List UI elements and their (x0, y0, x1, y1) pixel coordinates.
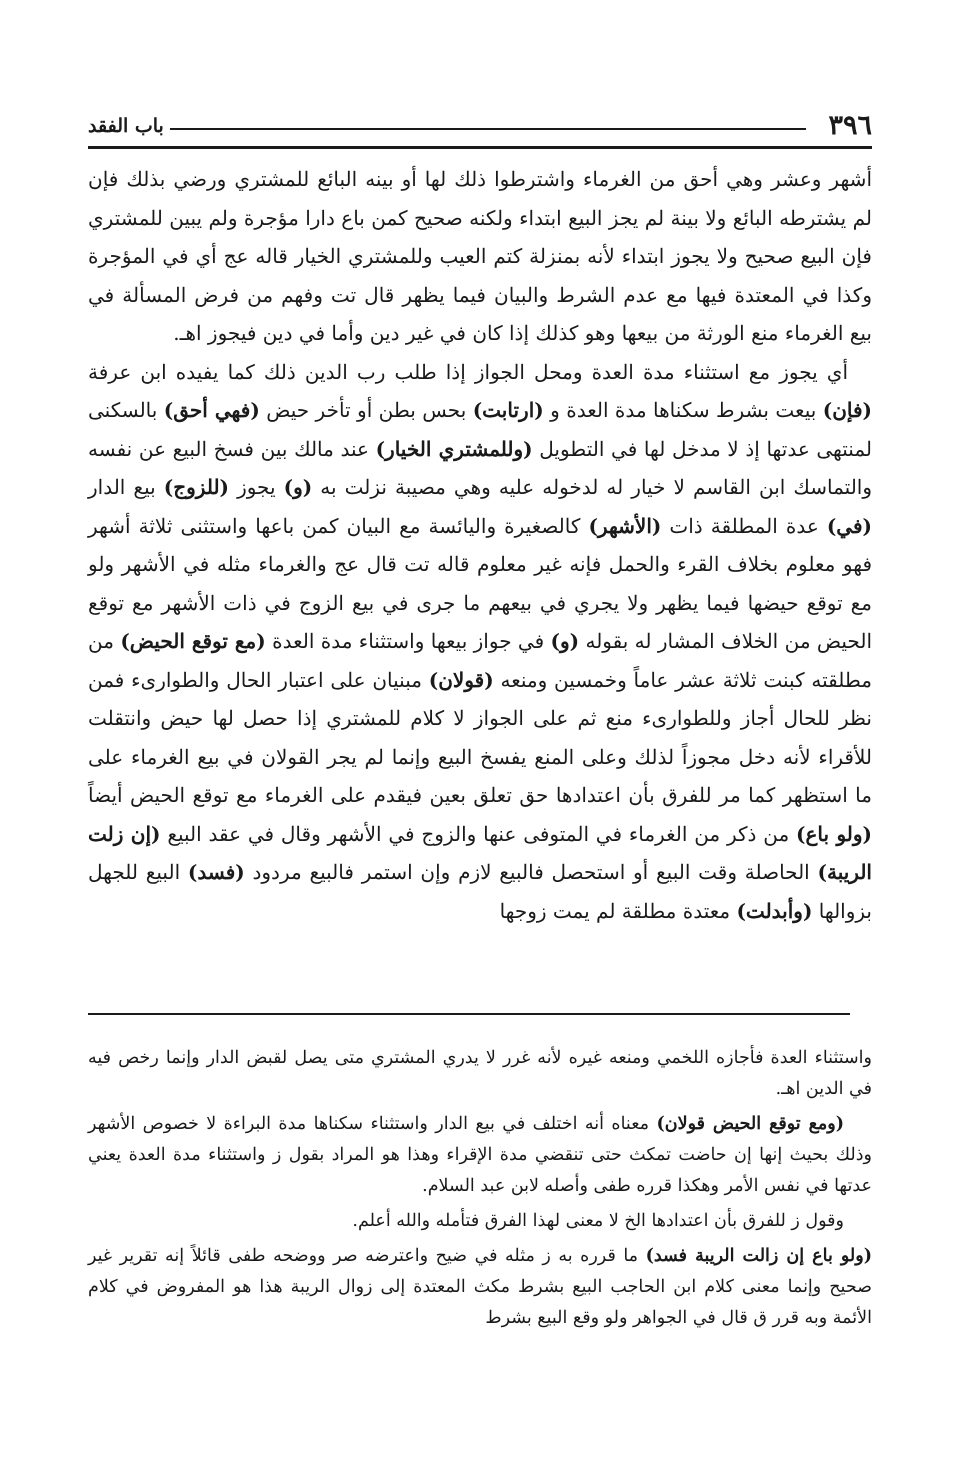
main-paragraph-2: أي يجوز مع استثناء مدة العدة ومحل الجواز إذا طلب رب الدين ذلك كما يفيده ابن عرفة (فإن) بيعت بشرط سكناها مدة العدة و (ارتابت) بحس بطن أو تأخر حيض (فهي أحق) بالسكنى لمنتهى عدتها إذ لا مدخل لها في التطويل (وللمشتري الخيار) عند مالك بين فسخ البيع عن نفسه والتماسك ابن القاسم لا خيار له لدخوله عليه وهي مصيبة نزلت به (و) يجوز (للزوج) بيع الدار (في) عدة المطلقة ذات (الأشهر) كالصغيرة واليائسة مع البيان كمن باعها واستثنى ثلاثة أشهر فهو معلوم بخلاف القرء والحمل فإنه غير معلوم قاله تت قال عج والغرماء مثله في الأشهر ولو مع توقع حيضها فيما يظهر ولا يجري في بيعهم ما جرى في بيع الزوج في ذات الأشهر مع توقع الحيض من الخلاف المشار له بقوله (و) في جواز بيعها واستثناء مدة العدة (مع توقع الحيض) من مطلقته كبنت ثلاثة عشر عاماً وخمسين ومنعه (قولان) مبنيان على اعتبار الحال والطوارىء فمن نظر للحال أجاز وللطوارىء منع ثم على الجواز لا كلام للمشتري إذا حصل لها حيض وانتقلت للأقراء لأنه دخل مجوزاً لذلك وعلى المنع يفسخ البيع وإنما لم يجر القولان في بيع الغرماء على ما استظهر كما مر للفرق بأن اعتدادها حق تعلق بعين فيقدم على الغرماء مع توقع الحيض أيضاً (ولو باع) من ذكر من الغرماء في المتوفى عنها والزوج في الأشهر وقال في عقد البيع (إن زلت الريبة) الحاصلة وقت البيع أو استحصل فالبيع لازم وإن استمر فالبيع مردود (فسد) البيع للجهل بزوالها (وأبدلت) معتدة مطلقة لم يمت زوجها (88, 359, 873, 923)
main-paragraph-1: أشهر وعشر وهي أحق من الغرماء واشترطوا ذلك لها أو بينه البائع للمشتري ورضي بذلك فإن لم يشترطه البائع ولا بينة لم يجز البيع ابتداء ولكنه صحيح كمن باع دارا مؤجرة ولم يبين للمشتري فإن البيع صحيح ولا يجوز ابتداء لأنه بمنزلة كتم العيب وللمشتري الخيار قاله عج أي في المؤجرة وكذا في المعتدة فيها مع عدم الشرط والبيان فيما يظهر قال تت وفهم من فرض المسألة في بيع الغرماء منع الورثة من بيعها وهو كذلك إذا كان في غير دين وأما في دين فيجوز اهـ. (88, 167, 872, 345)
footnote-rule (88, 1013, 850, 1015)
bold-term: (الأشهر) (588, 513, 662, 538)
bold-term: (وللمشتري الخيار) (375, 436, 533, 461)
bold-term: (للزوج) (163, 475, 229, 499)
header-rule (88, 146, 872, 149)
page-number: ٣٩٦ (828, 110, 872, 141)
bold-term: (ولو باع إن زالت الريبة فسد) (645, 1246, 872, 1266)
footnotes (88, 1043, 872, 1338)
bold-term: (قولان) (428, 667, 494, 692)
bold-term: (ارتابت) (472, 398, 544, 422)
footnote-3: وقول ز للفرق بأن اعتدادها الخ لا معنى لهذا الفرق فتأمله والله أعلم. (352, 1211, 844, 1231)
footnote-2: (ومع توقع الحيض قولان) معناه أنه اختلف في بيع الدار واستثناء سكناها مدة البراءة لا خصوص الأشهر وذلك بحيث إنها إن حاضت تمكث حتى تنقضي مدة الإقراء وهذا هو المراد بقول ز واستثناء مدة العدة يعني عدتها في نفس الأمر وهكذا قرره طفى وأصله لابن عبد السلام. (88, 1114, 872, 1196)
bold-term: (في) (826, 513, 872, 538)
bold-term: (وأبدلت) (736, 898, 813, 923)
bold-term: (مع توقع الحيض) (120, 629, 266, 653)
footnote-4: (ولو باع إن زالت الريبة فسد) ما قرره به ز مثله في ضيح واعترضه صر ووضحه طفى قائلاً إنه تقرير غير صحيح وإنما معنى كلام ابن الحاجب البيع بشرط مكث المعتدة إلى زوال الريبة هذا هو المفروض في كلام الأئمة وبه قرر ق قال في الجواهر ولو وقع البيع بشرط (88, 1246, 872, 1328)
page-header (88, 108, 872, 144)
bold-term: (و) (550, 629, 580, 653)
main-text (88, 160, 872, 930)
bold-term: (فسد) (187, 860, 245, 884)
bold-term: (ومع توقع الحيض قولان) (656, 1114, 845, 1134)
bold-term: (و) (283, 475, 313, 499)
header-line (170, 128, 806, 130)
bold-term: (ولو باع) (795, 821, 873, 846)
bold-term: (فهي أحق) (163, 398, 260, 422)
bold-term: (إن زلت الريبة) (88, 821, 872, 884)
bold-term: (فإن) (822, 398, 873, 422)
footnote-1: واستثناء العدة فأجازه اللخمي ومنعه غيره لأنه غرر لا يدري المشتري متى يصل لقبض الدار وإنما رخص فيه في الدين اهـ. (88, 1048, 872, 1099)
chapter-title: باب الفقد (88, 115, 164, 137)
